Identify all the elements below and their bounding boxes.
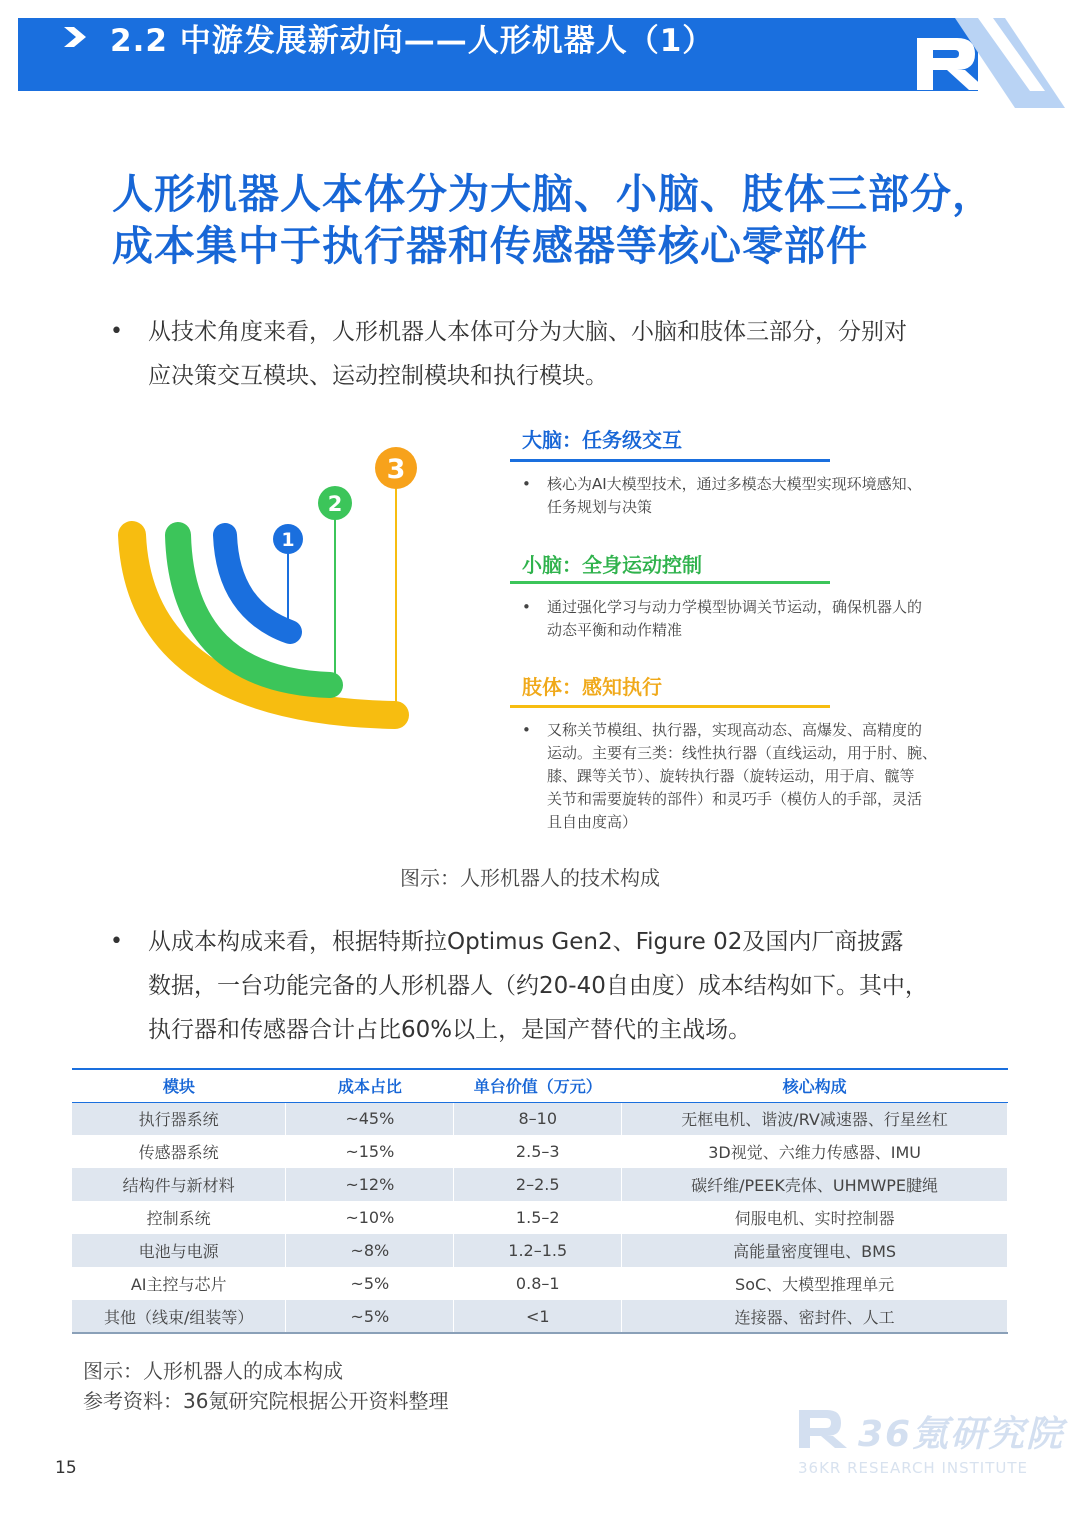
page-headline	[112, 168, 1012, 272]
limb-line-2: 运动。主要有三类：线性执行器（直线运动，用于肘、腕、	[547, 744, 938, 762]
table-cell: 伺服电机、实时控制器	[622, 1201, 1008, 1234]
diagram-caption: 图示：人形机器人的技术构成	[400, 866, 660, 890]
table-caption: 图示：人形机器人的成本构成	[83, 1359, 343, 1383]
section-title: 2.2 中游发展新动向——人形机器人（1）	[110, 23, 715, 59]
cost-paragraph-line-2: 数据，一台功能完备的人形机器人（约20-40自由度）成本结构如下。其中，	[148, 973, 928, 999]
table-cell: 碳纤维/PEEK壳体、UHMWPE腱绳	[622, 1168, 1008, 1201]
cost-paragraph-line-1: 从成本构成来看，根据特斯拉Optimus Gen2、Figure 02及国内厂商披露	[148, 929, 904, 955]
table-cell: 高能量密度锂电、BMS	[622, 1234, 1008, 1267]
bullet-dot: •	[522, 475, 531, 493]
table-row	[72, 1102, 1008, 1135]
table-cell: 控制系统	[72, 1201, 286, 1234]
watermark-name: 36氪研究院	[858, 1414, 1065, 1455]
cerebellum-divider	[510, 581, 830, 584]
source-note: 参考资料：36氪研究院根据公开资料整理	[83, 1389, 449, 1413]
table-cell: ~15%	[286, 1135, 454, 1168]
table-cell: ~5%	[286, 1267, 454, 1300]
table-row	[72, 1234, 1008, 1267]
marker-1-label: 1	[281, 529, 295, 551]
brain-line-2: 任务规划与决策	[547, 498, 653, 516]
bullet-dot: •	[522, 598, 531, 616]
table-cell: 电池与电源	[72, 1234, 286, 1267]
table-cell: 其他（线束/组装等）	[72, 1300, 286, 1333]
bullet-dot: •	[110, 929, 123, 954]
table-cell: 传感器系统	[72, 1135, 286, 1168]
table-cell: 8–10	[454, 1102, 622, 1135]
tech-paragraph-line-1: 从技术角度来看，人形机器人本体可分为大脑、小脑和肢体三部分，分别对	[148, 319, 907, 345]
table-row	[72, 1300, 1008, 1333]
column-header: 核心构成	[622, 1069, 1008, 1102]
table-cell: 1.5–2	[454, 1201, 622, 1234]
column-header: 单台价值（万元）	[454, 1069, 622, 1102]
column-header: 模块	[72, 1069, 286, 1102]
limb-section-body	[522, 719, 962, 834]
brand-logo-icon	[895, 18, 1065, 108]
tech-structure-diagram	[110, 440, 440, 760]
table-cell: ~12%	[286, 1168, 454, 1201]
marker-3-label: 3	[386, 454, 406, 485]
table-cell: 2–2.5	[454, 1168, 622, 1201]
table-cell: ~45%	[286, 1102, 454, 1135]
limb-divider	[510, 705, 830, 708]
table-row	[72, 1135, 1008, 1168]
table-cell: 3D视觉、六维力传感器、IMU	[622, 1135, 1008, 1168]
bullet-dot: •	[522, 721, 531, 739]
limb-line-3: 膝、踝等关节）、旋转执行器（旋转运动，用于肩、髋等	[547, 767, 915, 785]
table-cell: 连接器、密封件、人工	[622, 1300, 1008, 1333]
brain-section-title: 大脑：任务级交互	[522, 428, 682, 452]
table-cell: ~8%	[286, 1234, 454, 1267]
brain-divider	[510, 459, 830, 462]
cerebellum-section-body	[522, 596, 962, 642]
column-header: 成本占比	[286, 1069, 454, 1102]
table-cell: 1.2–1.5	[454, 1234, 622, 1267]
table-row	[72, 1201, 1008, 1234]
headline-line-1: 人形机器人本体分为大脑、小脑、肢体三部分，	[112, 170, 994, 218]
limb-line-5: 且自由度高）	[547, 813, 638, 831]
table-header-row	[72, 1069, 1008, 1102]
table-cell: ~5%	[286, 1300, 454, 1333]
table-cell: <1	[454, 1300, 622, 1333]
table-cell: ~10%	[286, 1201, 454, 1234]
table-cell: SoC、大模型推理单元	[622, 1267, 1008, 1300]
table-cell: 结构件与新材料	[72, 1168, 286, 1201]
bullet-dot: •	[110, 319, 123, 344]
table-cell: 0.8–1	[454, 1267, 622, 1300]
cerebellum-line-1: 通过强化学习与动力学模型协调关节运动，确保机器人的	[547, 598, 923, 616]
watermark-subtitle: 36KR RESEARCH INSTITUTE	[798, 1459, 1029, 1477]
tech-paragraph-line-2: 应决策交互模块、运动控制模块和执行模块。	[148, 363, 608, 389]
limb-line-1: 又称关节模组、执行器，实现高动态、高爆发、高精度的	[547, 721, 923, 739]
chevron-right-icon	[62, 24, 88, 50]
cerebellum-line-2: 动态平衡和动作精准	[547, 621, 683, 639]
tech-paragraph	[110, 310, 990, 400]
cost-paragraph-line-3: 执行器和传感器合计占比60%以上，是国产替代的主战场。	[148, 1017, 752, 1043]
table-cell: 2.5–3	[454, 1135, 622, 1168]
cost-paragraph	[110, 920, 990, 1052]
limb-line-4: 关节和需要旋转的部件）和灵巧手（模仿人的手部，灵活	[547, 790, 923, 808]
table-row	[72, 1267, 1008, 1300]
table-cell: AI主控与芯片	[72, 1267, 286, 1300]
table-cell: 执行器系统	[72, 1102, 286, 1135]
cost-table	[72, 1068, 1008, 1334]
brain-line-1: 核心为AI大模型技术，通过多模态大模型实现环境感知、	[547, 475, 922, 493]
limb-section-title: 肢体：感知执行	[522, 675, 662, 699]
headline-line-2: 成本集中于执行器和传感器等核心零部件	[112, 222, 868, 270]
brain-section-body	[522, 473, 962, 519]
cerebellum-section-title: 小脑：全身运动控制	[522, 553, 702, 577]
table-cell: 无框电机、谐波/RV减速器、行星丝杠	[622, 1102, 1008, 1135]
table-row	[72, 1168, 1008, 1201]
marker-2-label: 2	[327, 492, 343, 516]
page-number: 15	[55, 1458, 77, 1478]
